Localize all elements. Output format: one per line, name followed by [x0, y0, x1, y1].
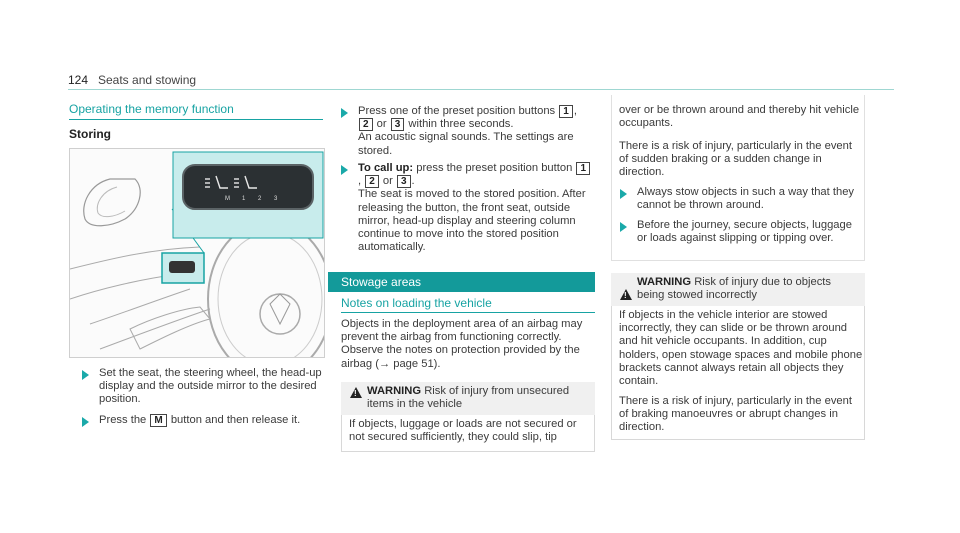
- bullet-arrow: [341, 108, 348, 118]
- bullet-arrow: [341, 165, 348, 175]
- instruction-secure: Before the journey, secure objects, luggage or loads against slipping or tipping over.: [637, 219, 852, 245]
- preset-key-1: 1: [559, 105, 573, 118]
- warning-body: If objects, luggage or loads are not secured or not secured sufficiently, they could slip, tip: [349, 418, 577, 444]
- instruction-call-up: To call up: press the preset position button 1, 2 or 3 . The seat is moved to the stored position. After releasing the button, the front seat, outside mirror, head-up display and steering column continue to move into the stored position automatically.: [358, 162, 593, 254]
- preset-key-2: 2: [365, 175, 379, 188]
- memory-key-m: M: [150, 414, 166, 427]
- stowage-areas-bar: Stowage areas: [328, 272, 595, 292]
- preset-key-3: 3: [397, 175, 411, 188]
- preset-key-3: 3: [391, 118, 405, 131]
- preset-label-3: 3: [274, 196, 278, 202]
- instruction-press-preset: Press one of the preset position buttons 1 , 2 or 3 within three seconds. An acoustic signal sounds. The settings are stored.: [358, 105, 577, 157]
- bullet-arrow: [620, 222, 627, 232]
- running-header: Seats and stowing: [98, 73, 197, 87]
- warning-body-p2: There is a risk of injury, particularly in the event of braking manoeuvres or abrupt changes in direction.: [619, 395, 852, 434]
- warning-cont-p2: There is a risk of injury, particularly in the event of sudden braking or a sudden change in direction.: [619, 140, 852, 179]
- page-number: 124: [68, 73, 89, 87]
- memory-function-figure: [69, 148, 325, 358]
- section-title-rule: [69, 119, 323, 120]
- warning-body-p1: If objects in the vehicle interior are stowed incorrectly, they can slide or be thrown around and hit vehicle occupants. In addition, cup holders, open stowage spaces and mobile phone brackets cannot always retain all objects they contain.: [619, 309, 863, 388]
- bullet-arrow: [82, 417, 89, 427]
- bullet-arrow: [620, 189, 627, 199]
- warning-icon: !: [620, 289, 632, 300]
- preset-key-1: 1: [576, 162, 590, 175]
- instruction-stow: Always stow objects in such a way that they cannot be thrown around.: [637, 186, 855, 212]
- warning-cont-p1: over or be thrown around and thereby hit vehicle occupants.: [619, 104, 860, 130]
- instruction-set-position: Set the seat, the steering wheel, the head-up display and the outside mirror to the desired position.: [99, 367, 322, 406]
- preset-key-2: 2: [359, 118, 373, 131]
- subheading-storing: Storing: [69, 127, 111, 141]
- preset-label-1: 1: [242, 196, 246, 202]
- door-panel-illustration: [70, 149, 324, 357]
- notes-title-rule: [341, 312, 595, 313]
- bullet-arrow: [82, 370, 89, 380]
- instruction-press-m: Press the M button and then release it.: [99, 414, 301, 426]
- memory-label-m: M: [225, 196, 230, 202]
- preset-label-2: 2: [258, 196, 262, 202]
- warning-title: WARNING Risk of injury due to objects being stowed incorrectly: [637, 276, 831, 302]
- section-title: Operating the memory function: [69, 102, 234, 116]
- warning-title: WARNING Risk of injury from unsecured items in the vehicle: [367, 385, 570, 411]
- header-rule: [68, 89, 894, 90]
- notes-title: Notes on loading the vehicle: [341, 296, 492, 310]
- warning-icon: !: [350, 387, 362, 398]
- notes-text: Objects in the deployment area of an airbag may prevent the airbag from functioning correctly. Observe the notes on protection provided by the airbag (→ page 51).: [341, 318, 583, 370]
